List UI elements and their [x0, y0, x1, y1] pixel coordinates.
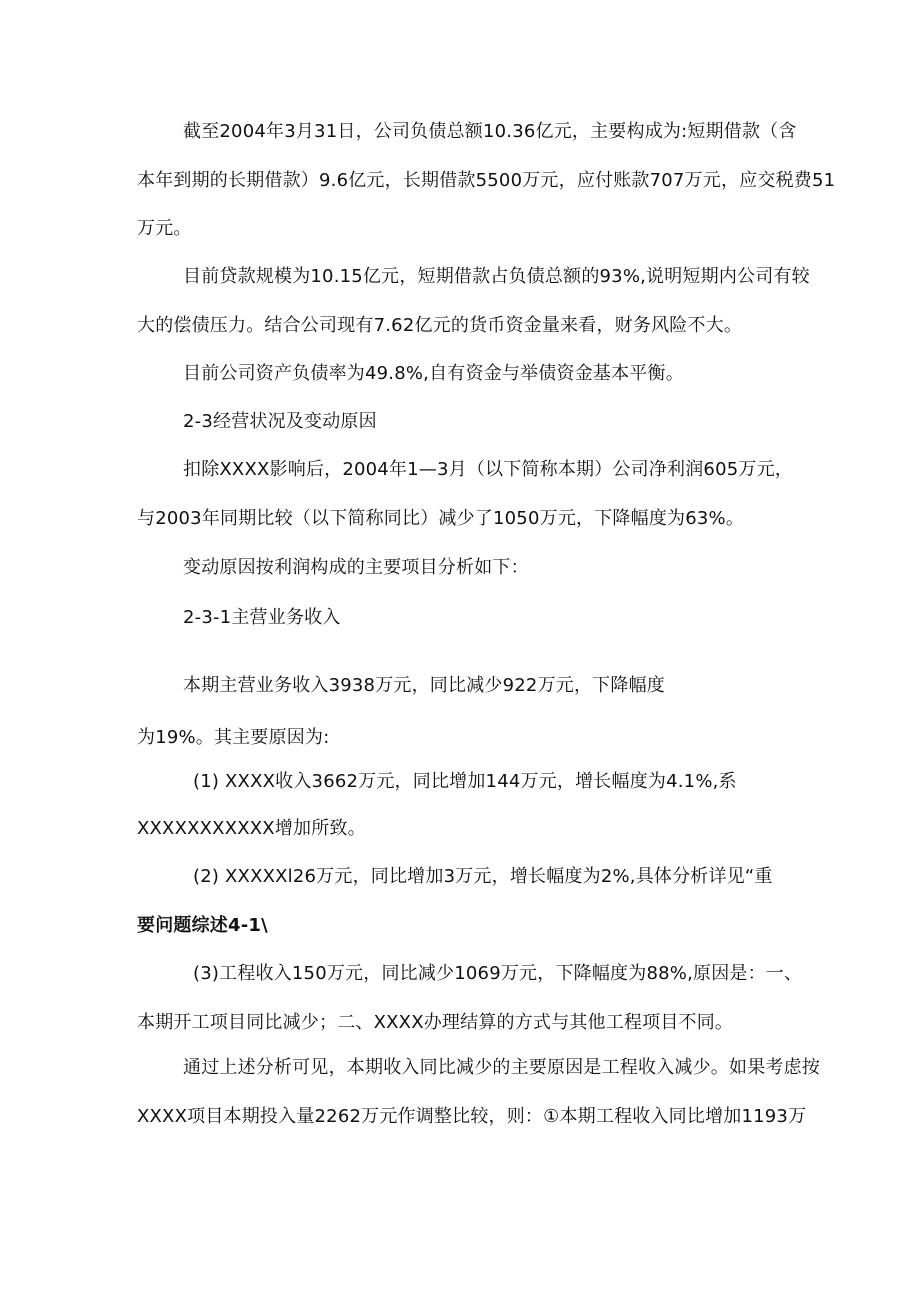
paragraph-6-line-1: 变动原因按利润构成的主要项目分析如下： [183, 557, 529, 578]
list-item-1-line-2: XXXXXXXXXXX增加所致。 [137, 818, 366, 839]
section-heading-2-3-1: 2-3-1主营业务收入 [183, 607, 341, 628]
list-item-2-line-2: 要问题综述4-1\ [137, 915, 268, 936]
paragraph-1-line-1: 截至2004年3月31日，公司负债总额10.36亿元，主要构成为:短期借款（含 [183, 121, 797, 142]
paragraph-12-line-1: 通过上述分析可见，本期收入同比减少的主要原因是工程收入减少。如果考虑按 [183, 1057, 820, 1078]
paragraph-5-line-2: 与2003年同期比较（以下简称同比）减少了1050万元，下降幅度为63%。 [137, 508, 745, 529]
paragraph-2-line-2: 大的偿债压力。结合公司现有7.62亿元的货币资金量来看，财务风险不大。 [137, 315, 743, 336]
list-item-3-line-2: 本期开工项目同比减少；二、XXXX办理结算的方式与其他工程项目不同。 [137, 1012, 734, 1033]
paragraph-1-line-3: 万元。 [137, 218, 192, 239]
list-item-1-line-1: (1) XXXX收入3662万元，同比增加144万元，增长幅度为4.1%,系 [193, 771, 737, 792]
paragraph-5-line-1: 扣除XXXX影响后，2004年1—3月（以下简称本期）公司净利润605万元， [183, 459, 793, 480]
list-item-3-line-1: (3)工程收入150万元，同比减少1069万元，下降幅度为88%,原因是：一、 [193, 963, 803, 984]
paragraph-12-line-2: XXXX项目本期投入量2262万元作调整比较，则：①本期工程收入同比增加1193万 [137, 1106, 807, 1127]
paragraph-8-line-1: 本期主营业务收入3938万元，同比减少922万元，下降幅度 [183, 675, 665, 696]
paragraph-2-line-1: 目前贷款规模为10.15亿元，短期借款占负债总额的93%,说明短期内公司有较 [183, 266, 810, 287]
list-item-2-line-1: (2) XXXXXl26万元，同比增加3万元，增长幅度为2%,具体分析详见“重 [193, 866, 773, 887]
section-heading-2-3: 2-3经营状况及变动原因 [183, 411, 377, 432]
paragraph-8-line-2: 为19%。其主要原因为: [137, 727, 330, 748]
paragraph-1-line-2: 本年到期的长期借款）9.6亿元，长期借款5500万元，应付账款707万元，应交税费51 [137, 170, 836, 191]
paragraph-3-line-1: 目前公司资产负债率为49.8%,自有资金与举债资金基本平衡。 [183, 363, 684, 384]
